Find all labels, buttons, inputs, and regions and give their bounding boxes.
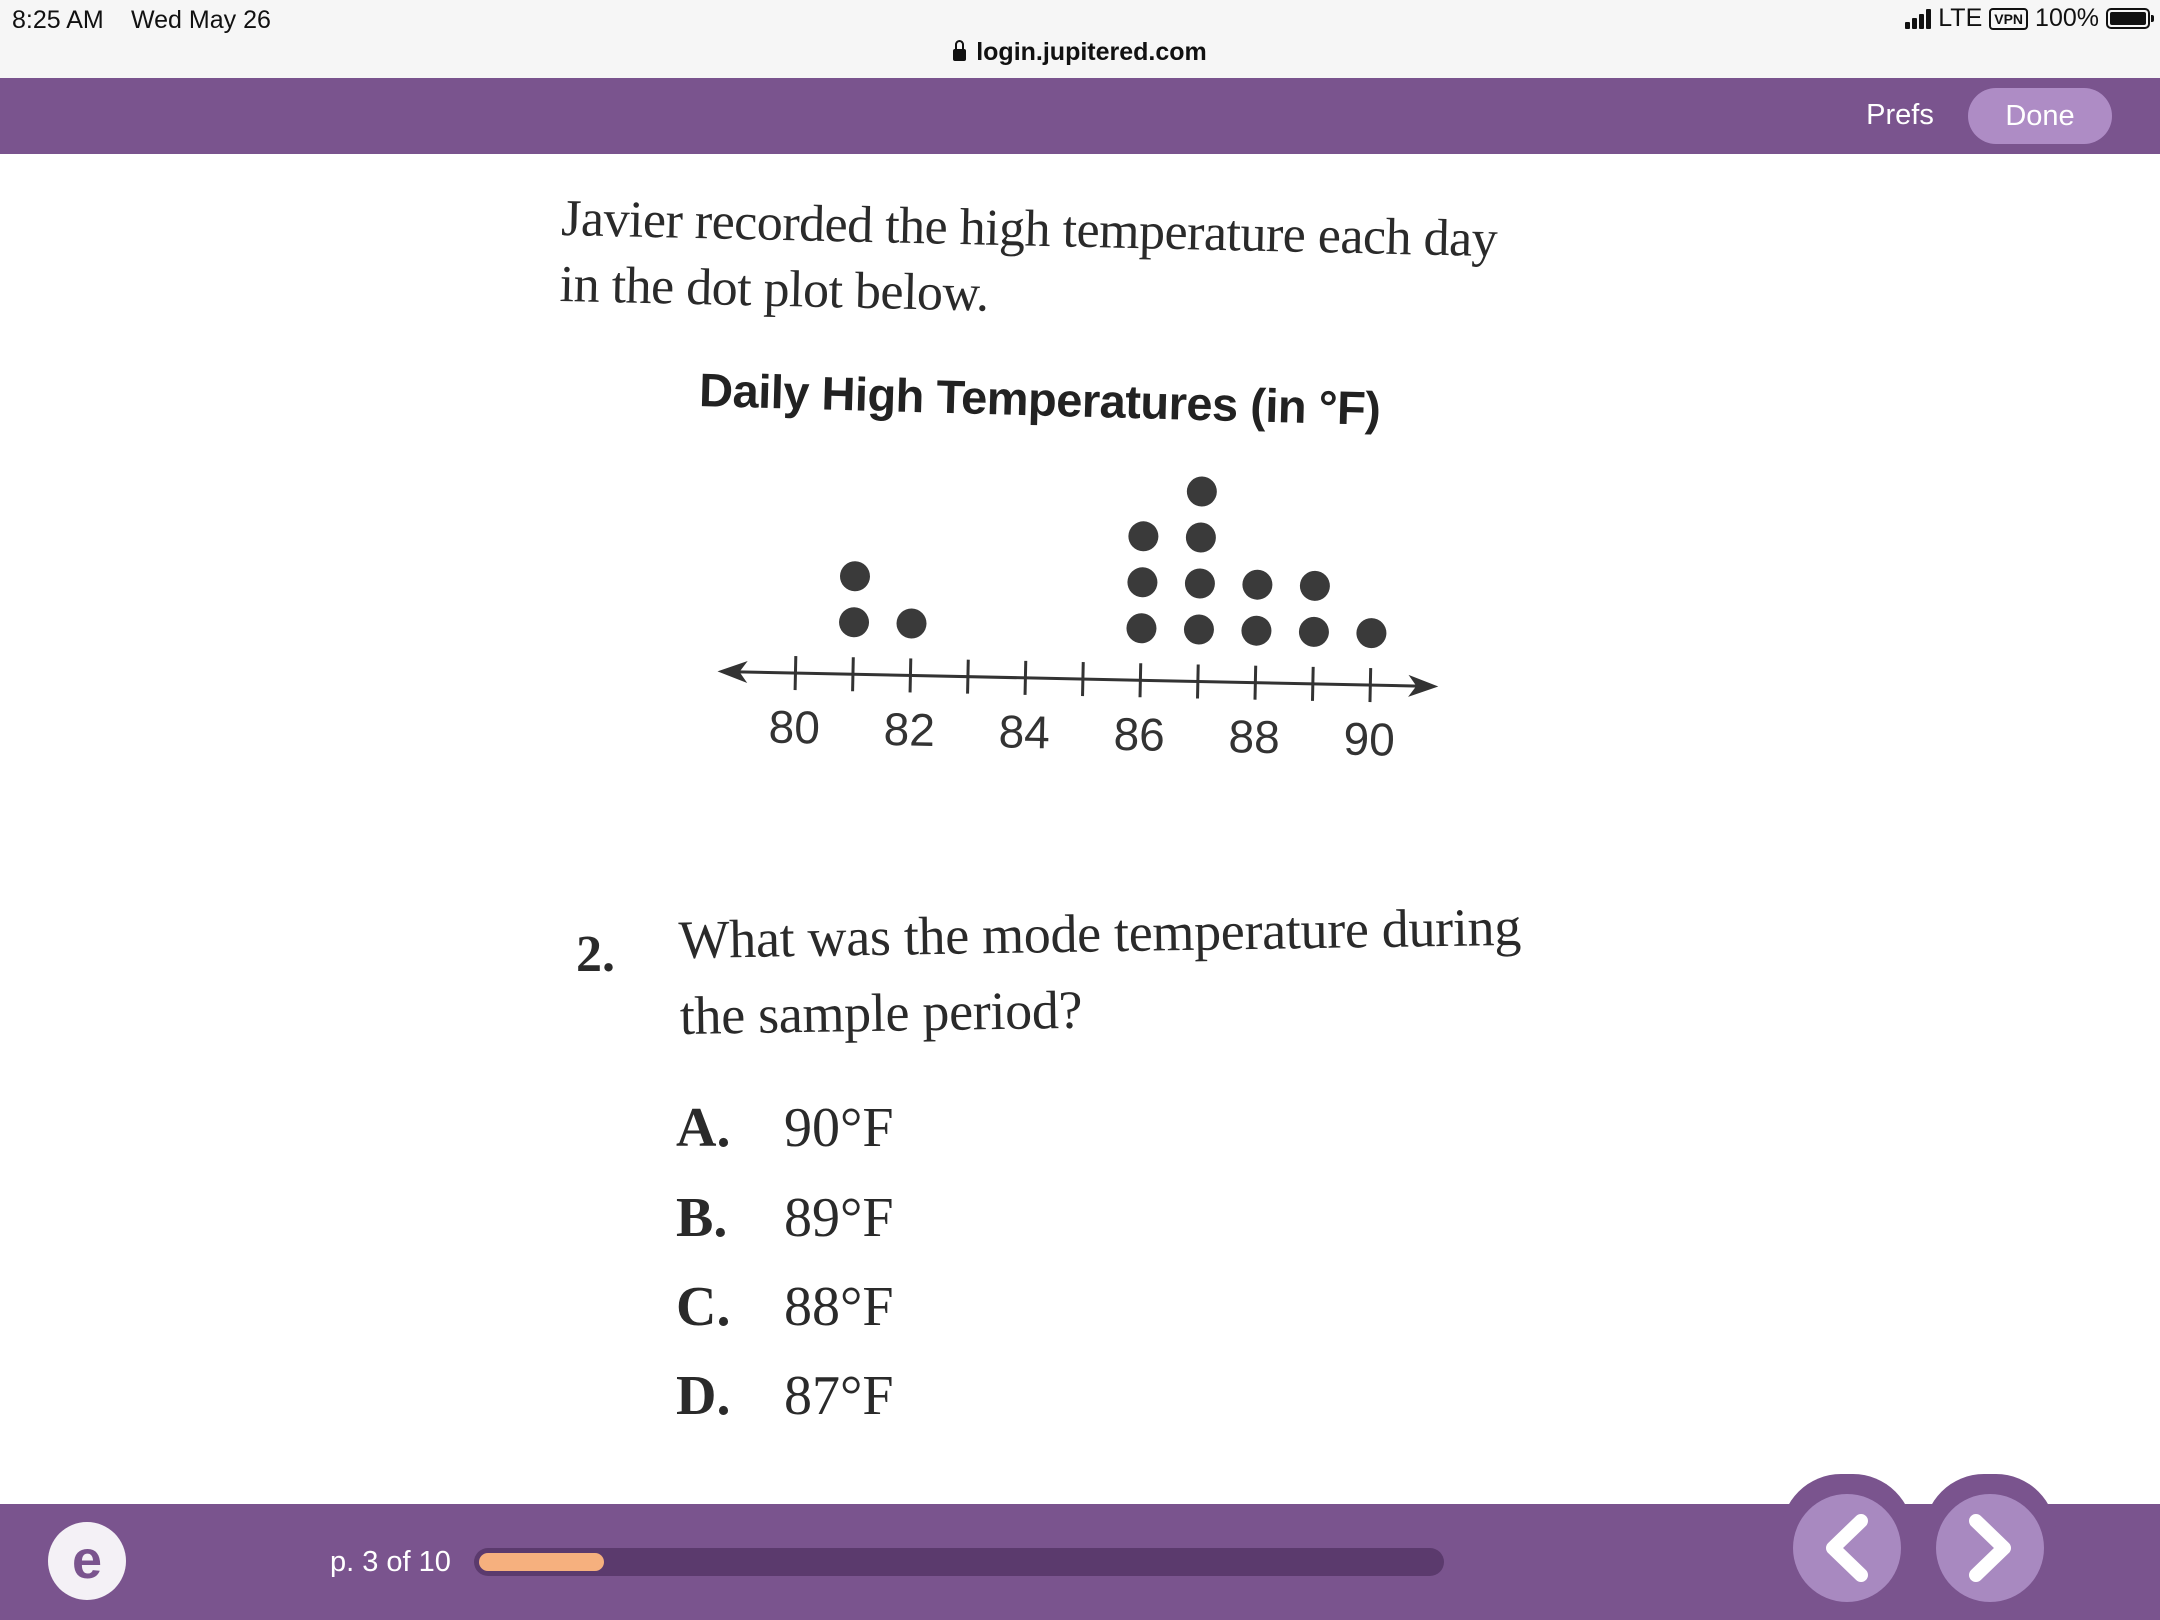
answer-choice-b[interactable] [676, 1186, 894, 1250]
intro-line: in the dot plot below. [559, 255, 990, 323]
tick-label: 84 [998, 705, 1051, 759]
chevron-left-icon [1817, 1513, 1877, 1583]
data-dot [839, 607, 870, 638]
next-page-button[interactable] [1936, 1494, 2044, 1602]
axis-tick [1312, 667, 1313, 701]
data-dot [1356, 618, 1387, 649]
data-dot [1300, 571, 1331, 602]
status-bar [0, 0, 2160, 78]
url-text: login.jupitered.com [976, 38, 1207, 66]
tick-label: 82 [883, 702, 936, 756]
intro-line: Javier recorded the high temperature each day [560, 189, 1498, 269]
data-dots [839, 469, 1390, 648]
choice-letter: A. [676, 1097, 731, 1159]
choice-letter: D. [676, 1365, 731, 1427]
prefs-button[interactable]: Prefs [1866, 99, 1934, 131]
answer-choice-c[interactable] [676, 1275, 894, 1339]
data-dot [1299, 617, 1330, 648]
axis-ticks [795, 656, 1371, 702]
dot-plot [693, 455, 1460, 811]
status-date: Wed May 26 [131, 6, 271, 34]
document-page [0, 154, 2160, 1504]
chart-title: Daily High Temperatures (in °F) [698, 362, 1382, 436]
data-dot [1128, 521, 1159, 552]
done-button[interactable]: Done [1968, 88, 2112, 144]
choice-text: 87°F [784, 1365, 894, 1427]
axis-tick [1083, 662, 1084, 696]
question-text [678, 887, 1640, 1054]
tick-label: 90 [1343, 712, 1396, 766]
axis-line [725, 672, 1430, 687]
data-dot [1184, 614, 1215, 645]
choice-text: 88°F [784, 1276, 894, 1338]
data-dot [1241, 615, 1272, 646]
axis-tick [910, 658, 911, 692]
status-time: 8:25 AM [12, 6, 104, 34]
logo-glyph: e [71, 1530, 103, 1590]
data-dot [1186, 522, 1217, 553]
data-dot [1185, 568, 1216, 599]
axis-tick [853, 657, 854, 691]
tick-label: 80 [768, 700, 821, 754]
vpn-badge: VPN [1989, 8, 2028, 30]
choice-text: 89°F [784, 1187, 894, 1249]
progress-fill [479, 1553, 604, 1571]
data-dot [896, 608, 927, 639]
choice-letter: B. [676, 1187, 728, 1249]
tick-label: 88 [1228, 710, 1281, 764]
choice-letter: C. [676, 1276, 731, 1338]
answer-choice-d[interactable] [676, 1364, 894, 1428]
data-dot [840, 561, 871, 592]
app-logo[interactable] [48, 1522, 126, 1600]
question-number: 2. [576, 926, 615, 983]
number-line [717, 660, 1438, 697]
battery-icon [2106, 8, 2150, 29]
data-dot [1126, 613, 1157, 644]
data-dot [1187, 476, 1218, 507]
question-line: What was the mode temperature during [678, 896, 1522, 970]
signal-icon [1905, 9, 1931, 29]
top-toolbar [0, 78, 2160, 154]
data-dot [1127, 567, 1158, 598]
axis-tick [968, 660, 969, 694]
address-bar[interactable] [0, 38, 2160, 67]
status-indicators [1905, 4, 2150, 33]
axis-tick-labels [768, 701, 1395, 766]
data-dot [1242, 569, 1273, 600]
question-line: the sample period? [679, 979, 1083, 1046]
lock-icon [953, 49, 966, 61]
choice-text: 90°F [784, 1097, 894, 1159]
page-indicator: p. 3 of 10 [330, 1546, 451, 1578]
intro-text [559, 186, 1622, 342]
previous-page-button[interactable] [1793, 1494, 1901, 1602]
chevron-right-icon [1960, 1513, 2020, 1583]
battery-percent: 100% [2035, 4, 2099, 32]
network-type: LTE [1938, 4, 1983, 32]
axis-tick [1255, 666, 1256, 700]
progress-bar [474, 1548, 1444, 1576]
axis-tick [1370, 668, 1371, 702]
axis-tick [1198, 664, 1199, 698]
axis-tick [1140, 663, 1141, 697]
tick-label: 86 [1113, 707, 1166, 761]
axis-tick [1025, 661, 1026, 695]
answer-choice-a[interactable] [676, 1096, 894, 1160]
axis-tick [795, 656, 796, 690]
